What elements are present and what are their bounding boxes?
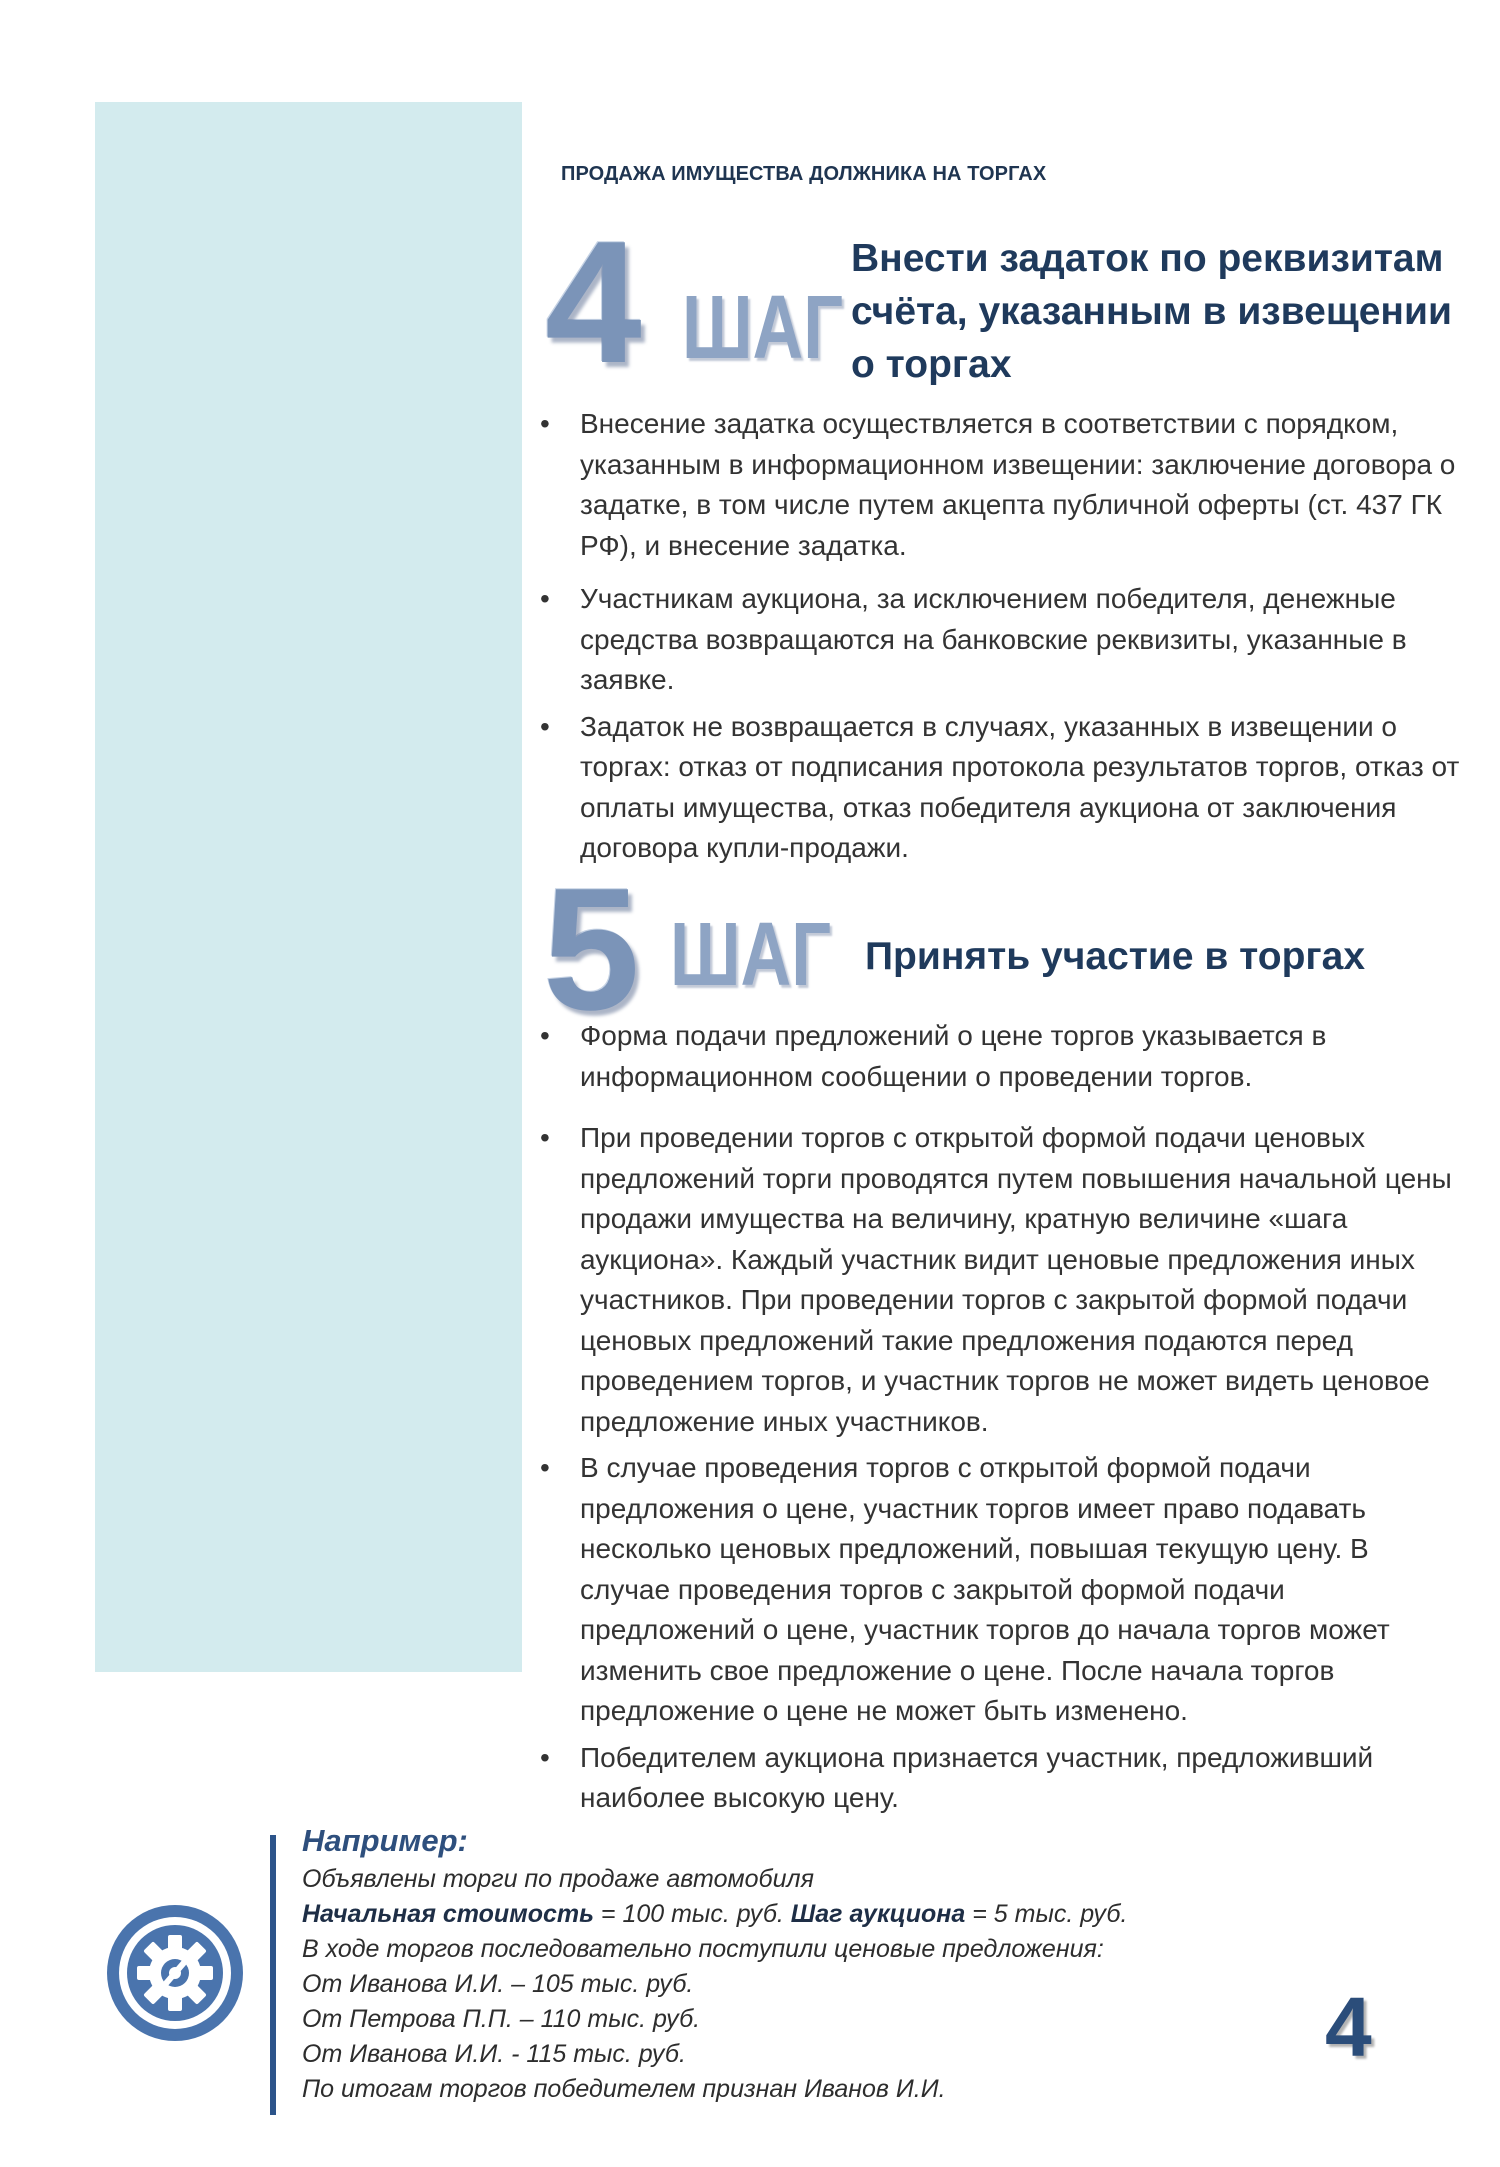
list-item: • В случае проведения торгов с открытой формой подачи предложения о цене, участник торгов имеет право подавать несколько ценовых предложений, повышая текущую цену. В случае проведения торгов с закрытой формой подачи предложений о цене, участник торгов до начала торгов может изменить свое предложение о цене. После начала торгов предложение о цене не может быть изменено. [540, 1448, 1460, 1732]
gear-logo-icon [100, 1898, 250, 2048]
example-result: По итогам торгов победителем признан Иванов И.И. [302, 2075, 946, 2103]
list-item: • Форма подачи предложений о цене торгов указывается в информационном сообщении о проведении торгов. [540, 1016, 1460, 1097]
example-title: Например: [302, 1823, 468, 1858]
step5-number: 5 [543, 851, 634, 1046]
list-item: • Внесение задатка осуществляется в соответствии с порядком, указанным в информационном извещении: заключение договора о задатке, в том числе путем акцепта публичной оферты (ст. 437 ГК РФ), и внесение задатка. [540, 404, 1460, 566]
example-bid: От Иванова И.И. - 115 тыс. руб. [302, 2040, 686, 2068]
example-prices [302, 1897, 1127, 1932]
start-price-value: = 100 тыс. руб. [593, 1900, 791, 1928]
side-panel [95, 102, 522, 1672]
example-line: Объявлены торги по продаже автомобиля [302, 1865, 814, 1893]
list-item: • Победителем аукциона признается участник, предложивший наиболее высокую цену. [540, 1738, 1460, 1819]
list-item: • Участникам аукциона, за исключением победителя, денежные средства возвращаются на банковские реквизиты, указанные в заявке. [540, 579, 1460, 701]
step4-bullets [540, 404, 1460, 869]
start-price-label: Начальная стоимость [302, 1900, 594, 1928]
example-bid: От Петрова П.П. – 110 тыс. руб. [302, 2005, 701, 2033]
page-number: 4 [1325, 1980, 1372, 2074]
example-accent-bar [270, 1835, 276, 2115]
list-item: • Задаток не возвращается в случаях, указанных в извещении о торгах: отказ от подписания протокола результатов торгов, отказ от оплаты имущества, отказ победителя аукциона от заключения договора купли-продажи. [540, 707, 1460, 869]
step4-title: Внести задаток по реквизитам счёта, указанным в извещении о торгах [851, 237, 1452, 386]
auction-step-label: Шаг аукциона [790, 1900, 966, 1928]
example-bid: От Иванова И.И. – 105 тыс. руб. [302, 1970, 694, 1998]
step5-word: ШАГ [670, 905, 832, 1005]
step5-bullets [540, 1016, 1460, 1819]
list-item: • При проведении торгов с открытой формой подачи ценовых предложений торги проводятся путем повышения начальной цены продажи имущества на величину, кратную величине «шага аукциона». Каждый участник видит ценовые предложения иных участников. При проведении торгов с закрытой формой подачи ценовых предложений такие предложения подаются перед проведением торгов, и участник торгов не может видеть ценовое предложение иных участников. [540, 1118, 1460, 1442]
step4-word: ШАГ [682, 278, 844, 378]
page-header: ПРОДАЖА ИМУЩЕСТВА ДОЛЖНИКА НА ТОРГАХ [561, 163, 1047, 185]
example-line: В ходе торгов последовательно поступили ценовые предложения: [302, 1935, 1104, 1963]
example-block [302, 1820, 1127, 2107]
step4-number: 4 [545, 204, 636, 399]
auction-step-value: = 5 тыс. руб. [965, 1900, 1128, 1928]
step5-title: Принять участие в торгах [865, 935, 1366, 978]
